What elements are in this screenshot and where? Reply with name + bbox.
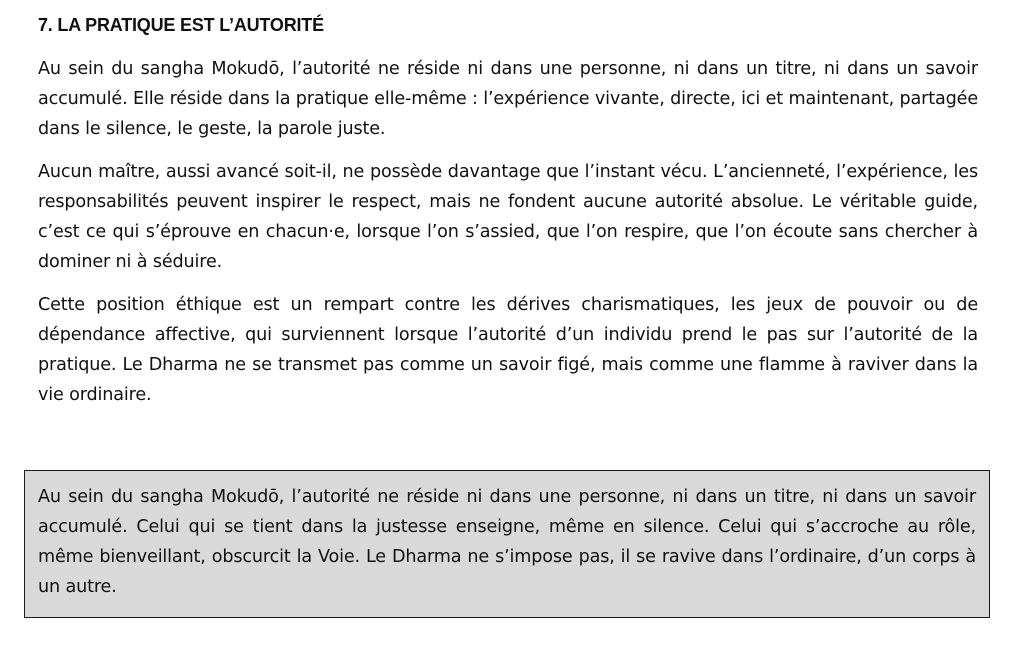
summary-callout-box xyxy=(24,470,990,618)
paragraph-2: Aucun maître, aussi avancé soit-il, ne possède davantage que l’instant vécu. L’ancienneté, l’expérience, les responsabilités peuvent inspirer le respect, mais ne fondent aucune autorité absolue. Le véritable guide, c’est ce qui s’éprouve en chacun·e, lorsque l’on s’assied, que l’on respire, que l’on écoute sans chercher à dominer ni à séduire. xyxy=(38,162,978,272)
paragraph-1: Au sein du sangha Mokudō, l’autorité ne réside ni dans une personne, ni dans un titre, ni dans un savoir accumulé. Elle réside dans la pratique elle-même : l’expérience vivante, directe, ici et maintenant, partagée dans le silence, le geste, la parole juste. xyxy=(38,59,978,139)
document-section xyxy=(38,12,978,410)
callout-text: Au sein du sangha Mokudō, l’autorité ne réside ni dans une personne, ni dans un titre, ni dans un savoir accumulé. Celui qui se tient dans la justesse enseigne, même en silence. Celui qui s’accroche au rôle, même bienveillant, obscurcit la Voie. Le Dharma ne s’impose pas, il se ravive dans l’ordinaire, d’un corps à un autre. xyxy=(38,487,976,597)
section-heading: 7. LA PRATIQUE EST L’AUTORITÉ xyxy=(38,15,324,35)
paragraph-3: Cette position éthique est un rempart contre les dérives charismatiques, les jeux de pouvoir ou de dépendance affective, qui surviennent lorsque l’autorité d’un individu prend le pas sur l’autorité de la pratique. Le Dharma ne se transmet pas comme un savoir figé, mais comme une flamme à raviver dans la vie ordinaire. xyxy=(38,295,978,405)
